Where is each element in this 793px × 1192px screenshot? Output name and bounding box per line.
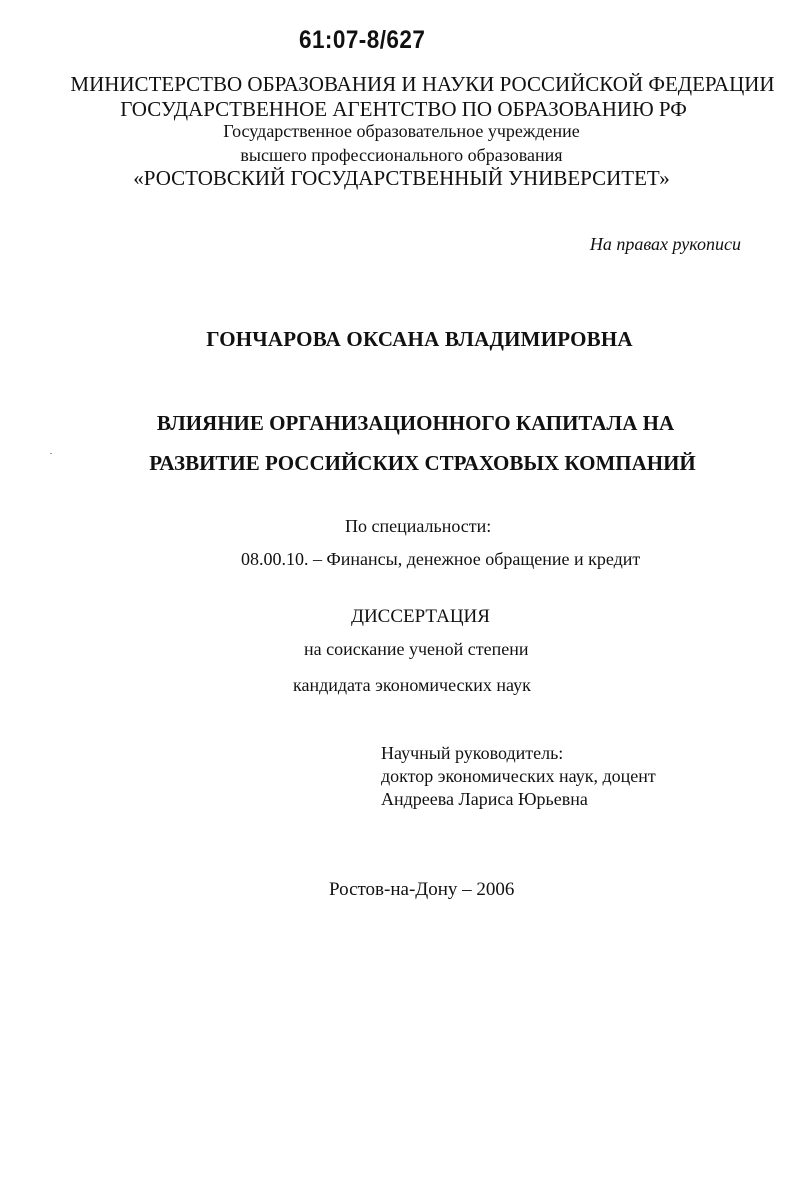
author-name: ГОНЧАРОВА ОКСАНА ВЛАДИМИРОВНА: [206, 327, 633, 351]
dissertation-title-line-1: ВЛИЯНИЕ ОРГАНИЗАЦИОННОГО КАПИТАЛА НА: [156, 411, 675, 435]
place-and-year: Ростов-на-Дону – 2006: [329, 879, 515, 900]
institution-line-1: Государственное образовательное учреждение: [223, 121, 580, 141]
supervisor-credentials: доктор экономических наук, доцент: [381, 766, 656, 786]
manuscript-rights-note: На правах рукописи: [589, 234, 741, 254]
institution-line-2: высшего профессионального образования: [240, 145, 563, 165]
scan-speck: [50, 453, 52, 454]
supervisor-label: Научный руководитель:: [381, 743, 564, 763]
supervisor-name: Андреева Лариса Юрьевна: [381, 789, 588, 809]
specialty-value: 08.00.10. – Финансы, денежное обращение и кредит: [241, 549, 641, 569]
archive-stamp-number: 61:07-8/627: [299, 26, 426, 54]
degree-line-2: кандидата экономических наук: [293, 675, 531, 695]
university-name: «РОСТОВСКИЙ ГОСУДАРСТВЕННЫЙ УНИВЕРСИТЕТ»: [133, 166, 670, 190]
dissertation-title-line-2: РАЗВИТИЕ РОССИЙСКИХ СТРАХОВЫХ КОМПАНИЙ: [149, 451, 696, 475]
dissertation-type: ДИССЕРТАЦИЯ: [351, 606, 490, 627]
specialty-label: По специальности:: [345, 516, 492, 536]
ministry-heading: МИНИСТЕРСТВО ОБРАЗОВАНИЯ И НАУКИ РОССИЙСКОЙ ФЕДЕРАЦИИ: [70, 72, 775, 96]
degree-line-1: на соискание ученой степени: [304, 639, 529, 659]
agency-heading: ГОСУДАРСТВЕННОЕ АГЕНТСТВО ПО ОБРАЗОВАНИЮ РФ: [120, 97, 687, 121]
